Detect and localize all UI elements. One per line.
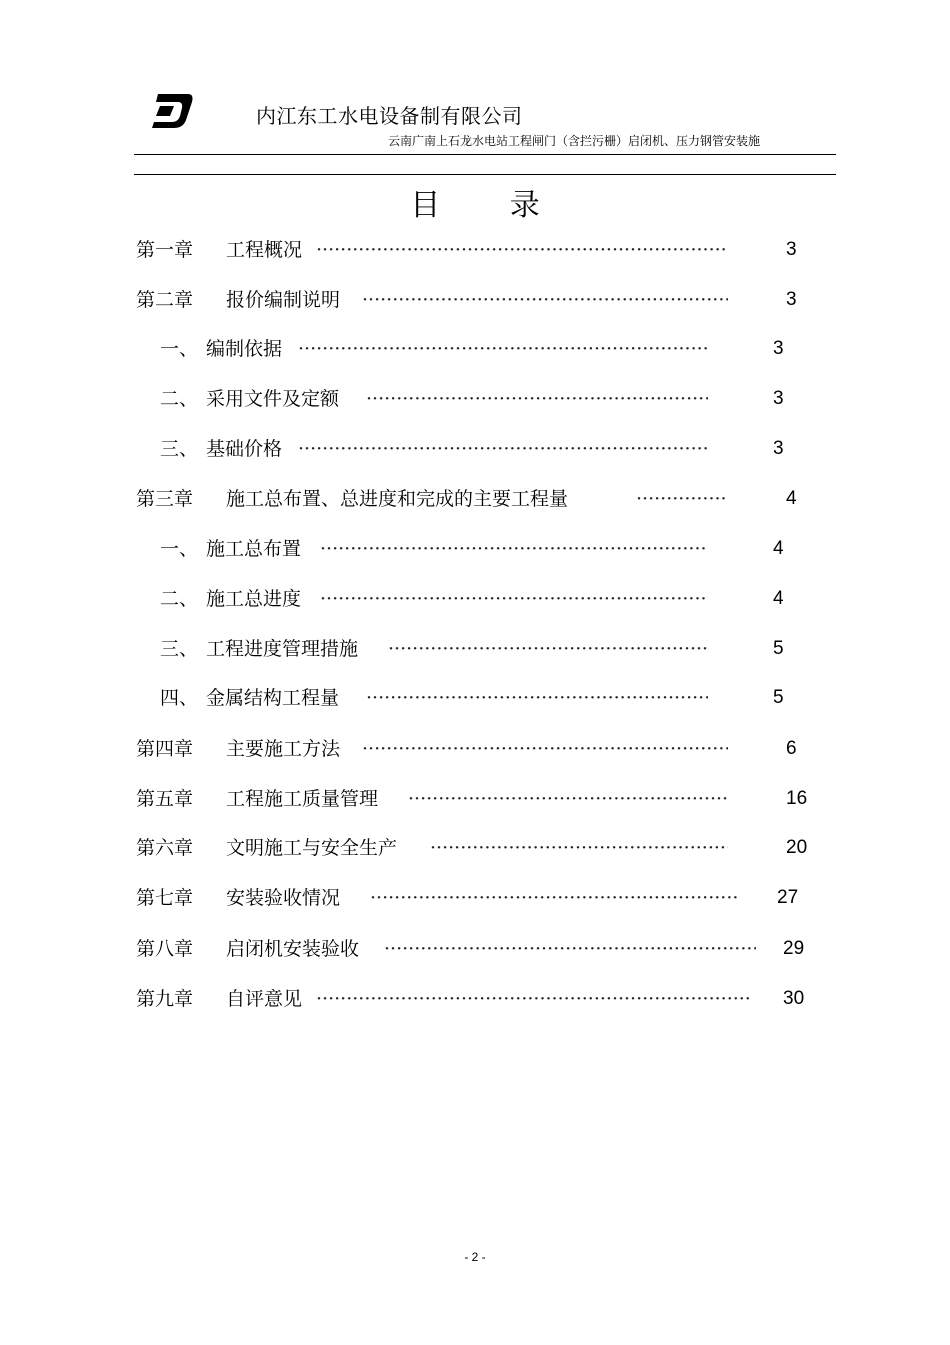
toc-entry-title: 基础价格 <box>206 438 283 460</box>
toc-entry[interactable] <box>0 734 950 764</box>
toc-entry-title: 采用文件及定额 <box>206 388 340 410</box>
toc-entry-title: 报价编制说明 <box>226 289 341 311</box>
toc-entry-page: 4 <box>773 538 784 559</box>
toc-entry-leader <box>366 384 708 414</box>
toc-entry-page: 4 <box>786 488 797 509</box>
toc-entry-leader <box>316 984 752 1014</box>
company-logo <box>148 90 194 132</box>
toc-entry-title: 主要施工方法 <box>226 738 341 760</box>
toc-entry-leader <box>408 784 728 814</box>
toc-entry-title: 自评意见 <box>226 988 303 1010</box>
toc-entry-leader <box>320 584 708 614</box>
toc-entry-leader <box>636 484 728 514</box>
toc-entry-page: 3 <box>786 239 797 260</box>
toc-entry-label: 第九章 <box>136 988 194 1010</box>
toc-entry[interactable] <box>0 334 950 364</box>
toc-entry-label: 四、 <box>160 687 199 709</box>
toc-entry-title: 施工总布置、总进度和完成的主要工程量 <box>226 488 569 510</box>
toc-entry-leader <box>362 734 728 764</box>
toc-entry-label: 一、 <box>160 338 199 360</box>
toc-entry[interactable] <box>0 833 950 863</box>
project-subtitle: 云南广南上石龙水电站工程闸门（含拦污栅）启闭机、压力钢管安装施 <box>388 134 761 148</box>
company-name: 内江东工水电设备制有限公司 <box>256 104 523 128</box>
toc-entry-page: 3 <box>773 388 784 409</box>
toc-entry-page: 20 <box>786 837 808 858</box>
toc-entry-leader <box>362 285 728 315</box>
toc-entry-title: 施工总进度 <box>206 588 302 610</box>
toc-entry-label: 二、 <box>160 388 199 410</box>
toc-entry-leader <box>316 235 728 265</box>
toc-entry[interactable] <box>0 883 950 913</box>
toc-entry-leader <box>366 683 708 713</box>
toc-entry-leader <box>388 634 708 664</box>
page-number: - 2 - <box>464 1250 486 1264</box>
toc-entry[interactable] <box>0 784 950 814</box>
header-rule-bottom <box>134 174 836 175</box>
toc-entry-label: 第六章 <box>136 837 194 859</box>
toc-entry[interactable] <box>0 384 950 414</box>
toc-entry[interactable] <box>0 484 950 514</box>
toc-entry-leader <box>370 883 740 913</box>
toc-entry-leader <box>384 934 756 964</box>
toc-entry-title: 工程概况 <box>226 239 303 261</box>
toc-entry-page: 3 <box>773 338 784 359</box>
toc-entry-title: 金属结构工程量 <box>206 687 340 709</box>
toc-entry-page: 5 <box>773 638 784 659</box>
toc-entry-label: 第一章 <box>136 239 194 261</box>
toc-entry-label: 第五章 <box>136 788 194 810</box>
toc-entry-title: 工程施工质量管理 <box>226 788 379 810</box>
toc-entry-label: 第三章 <box>136 488 194 510</box>
toc-entry-page: 29 <box>783 938 805 959</box>
toc-entry-page: 27 <box>777 887 799 908</box>
toc-entry-label: 第八章 <box>136 938 194 960</box>
toc-entry[interactable] <box>0 934 950 964</box>
toc-entry[interactable] <box>0 683 950 713</box>
toc-entry-label: 第七章 <box>136 887 194 909</box>
toc-entry-page: 16 <box>786 788 808 809</box>
toc-entry[interactable] <box>0 984 950 1014</box>
toc-entry-label: 第二章 <box>136 289 194 311</box>
header-rule-top <box>134 154 836 155</box>
toc-entry-label: 三、 <box>160 638 199 660</box>
toc-entry-title: 工程进度管理措施 <box>206 638 359 660</box>
toc-entry-leader <box>320 534 708 564</box>
toc-entry-page: 6 <box>786 738 797 759</box>
toc-entry-label: 三、 <box>160 438 199 460</box>
toc-entry-page: 3 <box>773 438 784 459</box>
toc-entry-title: 编制依据 <box>206 338 283 360</box>
toc-entry-leader <box>298 434 708 464</box>
toc-entry-label: 一、 <box>160 538 199 560</box>
toc-entry[interactable] <box>0 235 950 265</box>
toc-entry[interactable] <box>0 584 950 614</box>
toc-entry[interactable] <box>0 434 950 464</box>
toc-entry[interactable] <box>0 285 950 315</box>
toc-entry-page: 4 <box>773 588 784 609</box>
toc-entry[interactable] <box>0 534 950 564</box>
toc-entry-title: 安装验收情况 <box>226 887 341 909</box>
toc-entry-title: 启闭机安装验收 <box>226 938 360 960</box>
toc-entry-leader <box>298 334 708 364</box>
toc-entry-page: 5 <box>773 687 784 708</box>
toc-entry-label: 二、 <box>160 588 199 610</box>
toc-entry[interactable] <box>0 634 950 664</box>
toc-entry-page: 30 <box>783 988 805 1009</box>
toc-entry-title: 施工总布置 <box>206 538 302 560</box>
toc-entry-label: 第四章 <box>136 738 194 760</box>
toc-entry-page: 3 <box>786 289 797 310</box>
toc-entry-title: 文明施工与安全生产 <box>226 837 398 859</box>
toc-entry-leader <box>430 833 728 863</box>
toc-title: 目 录 <box>410 188 570 223</box>
